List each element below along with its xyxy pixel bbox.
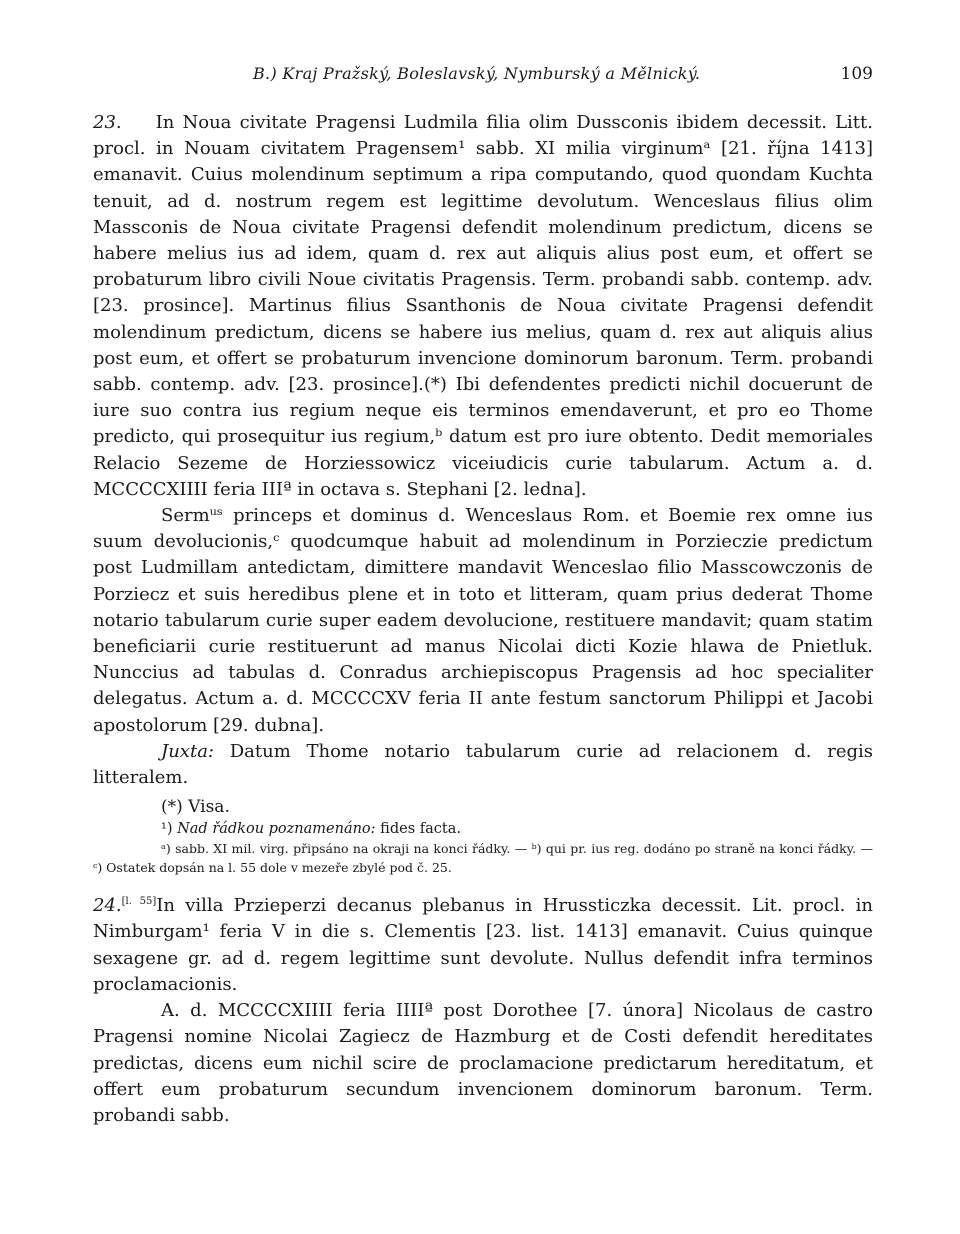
entry-23-text-1: In Noua civitate Pragensi Ludmila filia olim Dussconis ibidem decessit. Litt. procl. in Nouam civitatem Pragensem¹ sabb. XI milia virginumᵃ [21. října 1413] emanavit. Cuius molendinum septimum a ripa computando, quod quondam Kuchta tenuit, ad d. nostrum regem est legittime devolutum. Wenceslaus filius olim Massconis de Noua civitate Pragensi defendit molendinum predictum, dicens se habere melius ius ad idem, quam d. rex aut aliquis alius post eum, et offert se probaturum libro civili Noue civitatis Pragensis. Term. probandi sabb. contemp. adv. [23. prosince]. Martinus filius Ssanthonis de Noua civitate Pragensi defendit molendinum predictum, dicens se habere ius melius, quam d. rex aut aliquis alius post eum, et offert se probaturum invencione dominorum baronum. Term. probandi sabb. contemp. adv. [23. prosince].(*) Ibi defendentes predicti nichil docuerunt de iure suo contra ius regium neque eis terminos emendaverunt, et pro eo Thome predicto, qui prosequitur ius regium,ᵇ datum est pro iure obtento. Dedit memoriales Relacio Sezeme de Horziessowicz viceiudicis curie tabularum. Actum a. d. MCCCCXIIII feria IIIª in octava s. Stephani [2. ledna]. [93,112,873,500]
juxta-text: Datum Thome notario tabularum curie ad relacionem d. regis litteralem. [93,740,873,789]
entry-24-paragraph-1 [93,893,873,998]
running-header [93,60,873,88]
entry-24-text-1: In villa Przieperzi decanus plebanus in Hrussticzka decessit. Lit. procl. in Nimburgam¹ feria V in die s. Clementis [23. list. 1413] emanavit. Cuius quinque sexagene gr. ad d. regem legittime sunt devolute. Nullus defendit infra terminos proclamacionis. [93,895,873,995]
juxta-label: Juxta: [161,740,214,762]
note-1-text: fides facta. [380,821,461,838]
entry-24-paragraph-2: A. d. MCCCCXIIII feria IIIIª post Dorothee [7. února] Nicolaus de castro Pragensi nomine Nicolai Zagiecz de Hazmburg et de Costi defendit hereditates predictas, dicens eum nichil scire de proclamacione predictarum hereditatum, et offert eum probaturum secundum invencionem dominorum baronum. Term. probandi sabb. [93,1000,873,1126]
document-body [93,110,873,1129]
entry-23-paragraph-2: Sermᵘˢ princeps et dominus d. Wenceslaus Rom. et Boemie rex omne ius suum devolucionis,ᶜ quodcumque habuit ad molendinum in Porzieczie predictum post Ludmillam antedictam, dimittere mandavit Wenceslao filio Masscowczonis de Porziecz et suis heredibus plene et in toto et litteram, quam prius dederat Thome notario tabularum curie super eadem devolucione, restituere mandavit; quam statim beneficiarii curie restituerunt ad manus Nicolai dicti Kozie hlawa de Pnietluk. Nunccius ad tabulas d. Conradus archiepiscopus Pragensis ad hoc specialiter delegatus. Actum a. d. MCCCCXV feria II ante festum sanctorum Philippi et Jacobi apostolorum [29. dubna]. [93,505,873,736]
running-title: B.) Kraj Pražský, Boleslavský, Nymburský a Mělnický. [253,64,701,83]
note-1-label: Nad řádkou poznamenáno: [177,821,376,838]
folio-reference: [l. 55] [121,896,157,908]
entry-23-paragraph-1 [93,110,873,503]
entry-number: 24. [93,895,122,917]
footnotes [93,795,873,877]
document-page [93,60,873,1129]
note-1-number: ¹) [161,821,173,838]
note-1 [93,819,873,839]
note-visa: (*) Visa. [161,797,230,818]
entry-number: 23. [93,112,122,133]
page-number: 109 [840,64,873,84]
entry-23-juxta [93,739,873,791]
note-variants: ᵃ) sabb. XI mil. virg. připsáno na okraji na konci řádky. — ᵇ) qui pr. ius reg. dodáno po straně na konci řádky. — ᶜ) Ostatek dopsán na l. 55 dole v mezeře zbylé pod č. 25. [93,841,873,876]
